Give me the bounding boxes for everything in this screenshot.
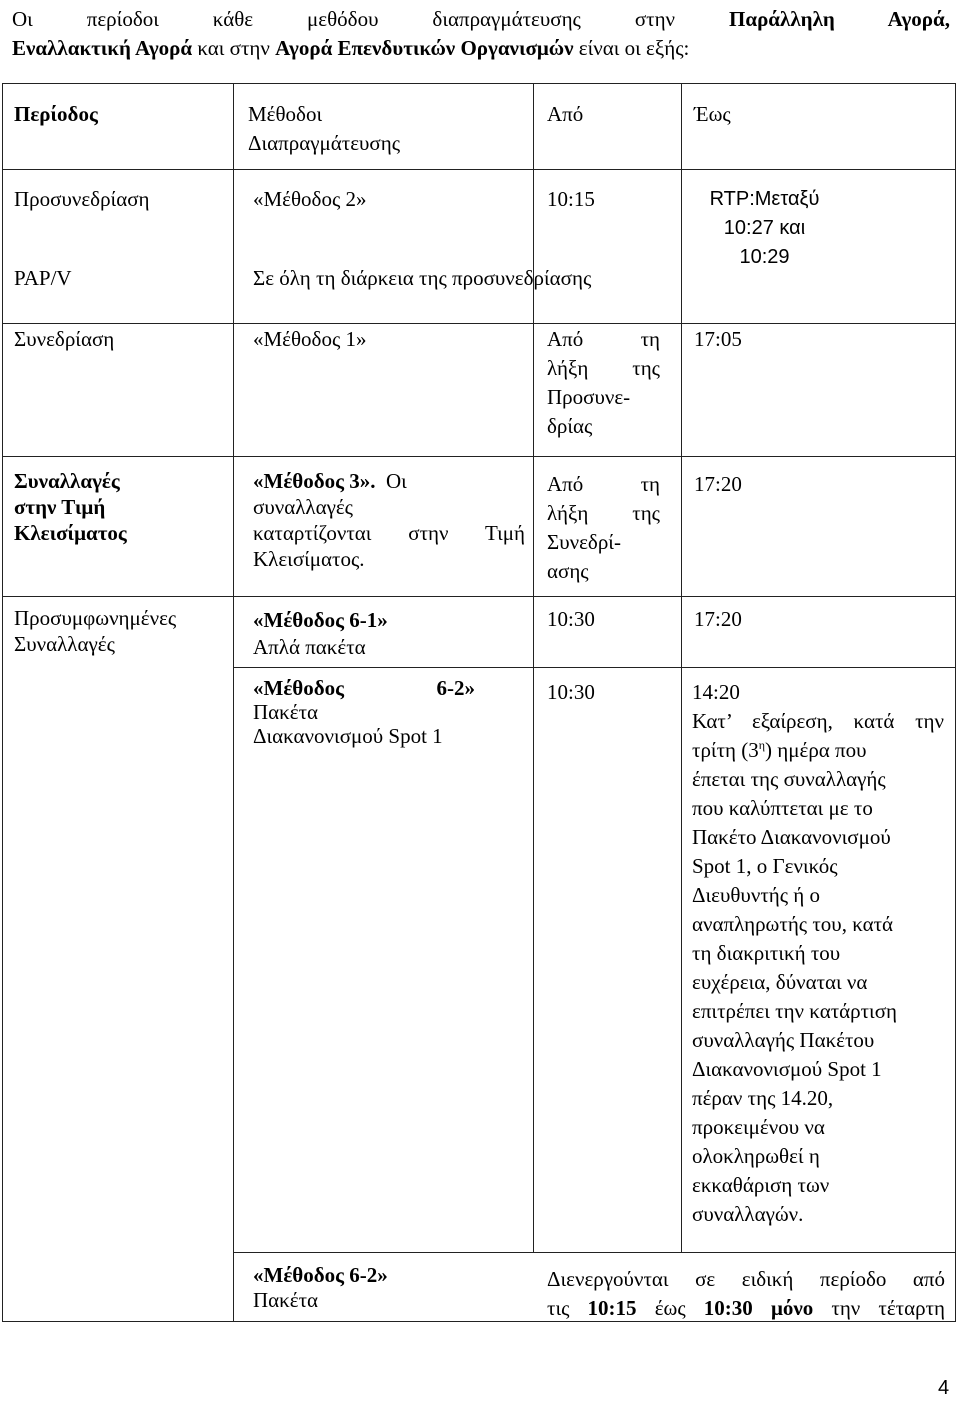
- agreed-method: «Μέθοδος 6-1» Απλά πακέτα: [253, 608, 388, 659]
- spot-from: 10:30: [547, 680, 595, 704]
- intro-paragraph: [12, 5, 950, 63]
- agreed-period: Προσυμφωνημένες Συναλλαγές: [14, 606, 177, 656]
- packages-special-period: Διενεργούνται σε ειδική περίοδο από τις 10:15 έως 10:30 μόνο την τέταρτη: [547, 1267, 946, 1320]
- page-number: 4: [938, 1377, 950, 1399]
- header-period: Περίοδος: [14, 102, 98, 126]
- header-to: Έως: [694, 102, 731, 126]
- session-method: «Μέθοδος 1»: [253, 327, 367, 351]
- spot-to: [692, 678, 944, 1229]
- header-from: Από: [547, 102, 584, 126]
- pre-session-to: RTP:Μεταξύ 10:27 και 10:29: [709, 188, 820, 268]
- agreed-to: 17:20: [694, 607, 742, 631]
- closing-to: 17:20: [694, 472, 742, 496]
- intro-line-2: Εναλλακτική Αγορά και στην Αγορά Επενδυτικών Οργανισμών είναι οι εξής:: [12, 36, 690, 60]
- intro-line-1: Οι περίοδοι κάθε μεθόδου διαπραγμάτευσης στην Παράλληλη Αγορά,: [12, 7, 950, 31]
- pap-period: PAP/V: [14, 266, 72, 290]
- pap-method: Σε όλη τη διάρκεια της προσυνεδρίασης: [253, 266, 592, 290]
- session-period: Συνεδρίαση: [14, 327, 115, 351]
- session-from: Από τη λήξη της Προσυνε- δρίας: [547, 327, 660, 438]
- packages-method: «Μέθοδος 6-2» Πακέτα: [253, 1263, 388, 1312]
- session-to: 17:05: [694, 327, 742, 351]
- pre-session-from: 10:15: [547, 187, 595, 211]
- closing-from: Από τη λήξη της Συνεδρί- ασης: [547, 472, 660, 583]
- pre-session-method: «Μέθοδος 2»: [253, 187, 367, 211]
- spot-method: «Μέθοδος 6-2» Πακέτα Διακανονισμού Spot 1: [253, 676, 475, 748]
- spot-note: Κατ’ εξαίρεση, κατά την τρίτη $(3^\eta)$ ημέρα που έπεται της συναλλαγής που καλύπτεται με το Πακέτο Διακανονισμού Spot 1, ο Γενικός Διευθυντής ή ο αναπληρωτής του, κατά τη διακριτική του ευχέρεια, δύναται να επιτρέπει την κατάρτιση συναλλαγής Πακέτου Διακανονισμού Spot 1 πέραν της 14.20, προκειμένου να ολοκληρωθεί η εκκαθάριση των συναλλαγών.: [692, 709, 944, 1226]
- spot-to-time: 14:20: [692, 680, 740, 704]
- closing-method: «Μέθοδος 3». Οι συναλλαγές καταρτίζονται στην Τιμή Κλεισίματος.: [253, 469, 525, 571]
- header-methods: Μέθοδοι Διαπραγμάτευσης: [248, 102, 401, 155]
- pre-session-period: Προσυνεδρίαση: [14, 187, 150, 211]
- agreed-from: 10:30: [547, 607, 595, 631]
- closing-period: Συναλλαγές στην Τιμή Κλεισίματος: [14, 469, 127, 545]
